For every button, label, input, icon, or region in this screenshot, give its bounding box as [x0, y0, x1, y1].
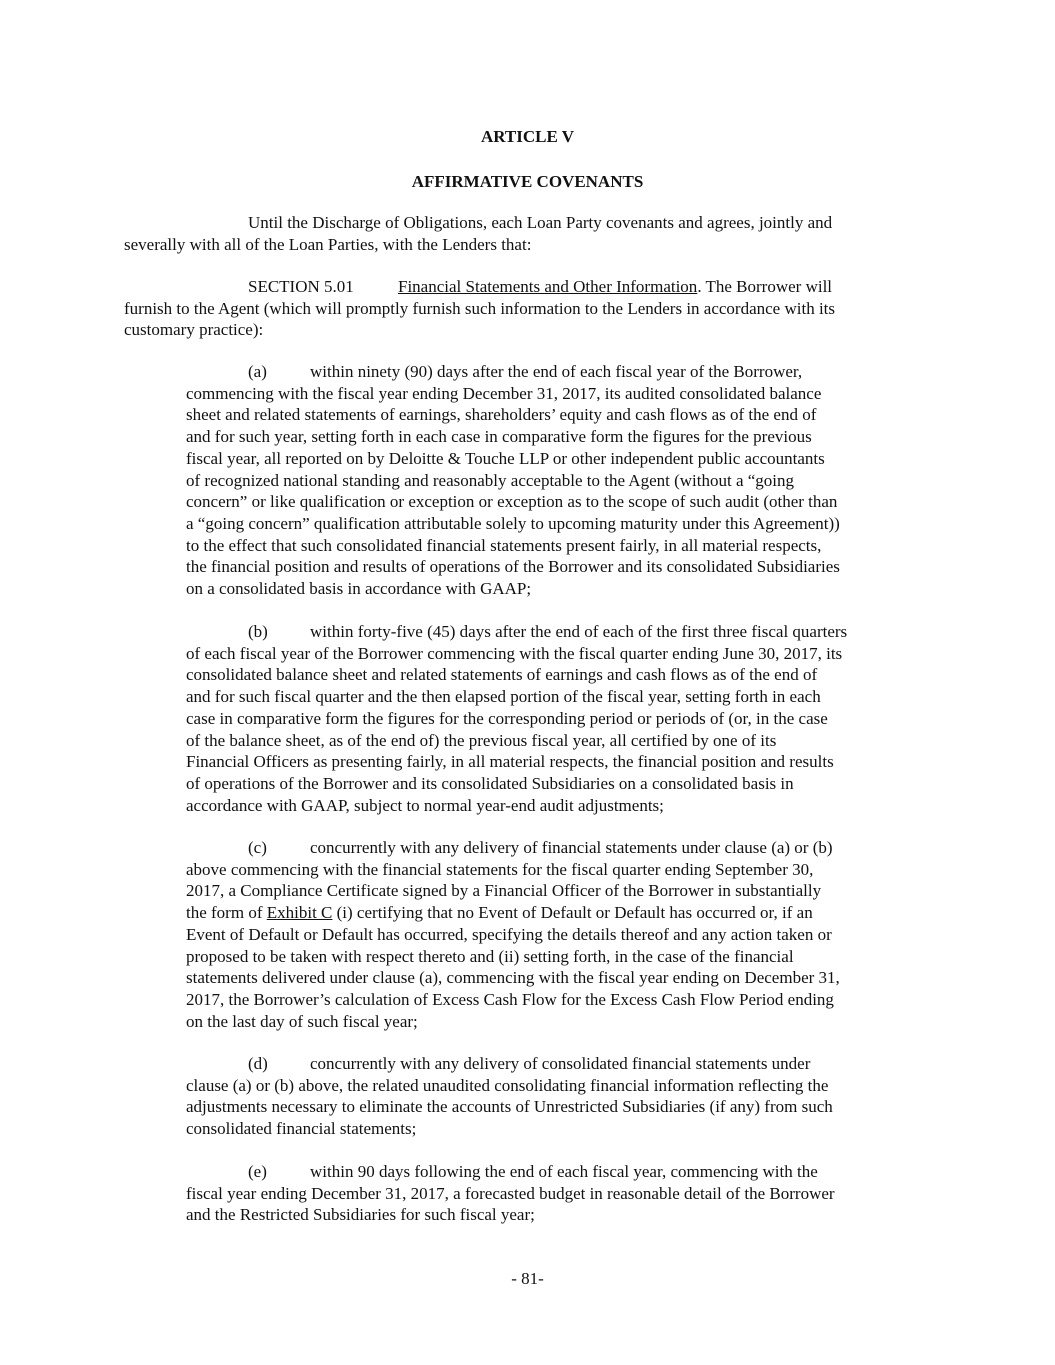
section-line: customary practice): [124, 320, 264, 340]
clause-line: commencing with the fiscal year ending December 31, 2017, its audited consolidated balance [186, 383, 822, 403]
clause-line: and the Restricted Subsidiaries for such fiscal year; [186, 1205, 535, 1225]
clause-line: to the effect that such consolidated financial statements present fairly, in all material respects, [186, 535, 822, 555]
clause-line: Financial Officers as presenting fairly, in all material respects, the financial position and results [186, 752, 834, 772]
clause-line: statements delivered under clause (a), commencing with the fiscal year ending on December 31, [186, 968, 840, 988]
clause-c [186, 837, 840, 1032]
clause-label: (a) [248, 362, 267, 381]
clause-line: of recognized national standing and reasonably acceptable to the Agent (without a “going [186, 470, 795, 490]
clause-line: of the balance sheet, as of the end of) the previous fiscal year, all certified by one of its [186, 730, 777, 750]
clause-line: a “going concern” qualification attributable solely to upcoming maturity under this Agreement)) [186, 513, 840, 533]
clause-line: Event of Default or Default has occurred, specifying the details thereof and any action taken or [186, 924, 832, 944]
clause-line: clause (a) or (b) above, the related unaudited consolidating financial information reflecting the [186, 1075, 829, 1095]
intro-line: severally with all of the Loan Parties, with the Lenders that: [124, 234, 532, 254]
clause-b [186, 621, 847, 816]
clause-line: 2017, the Borrower’s calculation of Excess Cash Flow for the Excess Cash Flow Period ending [186, 989, 834, 1009]
page-number: - 81- [511, 1269, 544, 1288]
clause-line: on a consolidated basis in accordance with GAAP; [186, 579, 532, 599]
article-title: AFFIRMATIVE COVENANTS [411, 172, 644, 191]
clause-label: (c) [248, 838, 267, 857]
clause-line: consolidated balance sheet and related statements of earnings and cash flows as of the end of [186, 665, 818, 685]
section-heading: Financial Statements and Other Information [398, 277, 698, 296]
clause-line: case in comparative form the figures for the corresponding period or periods of (or, in the case [186, 708, 828, 728]
clause-line: sheet and related statements of earnings, shareholders’ equity and cash flows as of the end of [186, 405, 817, 425]
clause-line: proposed to be taken with respect thereto and (ii) setting forth, in the case of the financial [186, 946, 794, 966]
clause-first-line: within ninety (90) days after the end of each fiscal year of the Borrower, [310, 362, 803, 381]
clause-line: adjustments necessary to eliminate the accounts of Unrestricted Subsidiaries (if any) from such [186, 1097, 833, 1117]
section-line: furnish to the Agent (which will promptly furnish such information to the Lenders in accordance with its [124, 298, 836, 318]
clause-label: (d) [248, 1054, 268, 1073]
clause-line: and for such year, setting forth in each case in comparative form the figures for the previous [186, 427, 812, 447]
exhibit-c-link[interactable]: Exhibit C [266, 903, 333, 923]
clause-a [186, 361, 840, 600]
clause-line: of each fiscal year of the Borrower commencing with the fiscal quarter ending June 30, 2017, its [186, 643, 843, 663]
section-lead: . The Borrower will [697, 277, 833, 296]
clause-line: fiscal year ending December 31, 2017, a forecasted budget in reasonable detail of the Borrower [186, 1183, 835, 1203]
clause-line: concern” or like qualification or exception or exception as to the scope of such audit (other than [186, 492, 838, 512]
clause-line: accordance with GAAP, subject to normal year-end audit adjustments; [186, 795, 664, 815]
clause-line: 2017, a Compliance Certificate signed by a Financial Officer of the Borrower in substantially [186, 881, 822, 901]
clause-first-line: within 90 days following the end of each fiscal year, commencing with the [310, 1162, 818, 1181]
clause-line: fiscal year, all reported on by Deloitte & Touche LLP or other independent public accountants [186, 448, 825, 468]
clause-line: the financial position and results of operations of the Borrower and its consolidated Subsidiaries [186, 557, 840, 577]
clause-text: the form of [186, 903, 267, 923]
section-number: SECTION 5.01 [248, 277, 354, 296]
clause-first-line: concurrently with any delivery of consolidated financial statements under [310, 1054, 811, 1073]
clause-line: of operations of the Borrower and its consolidated Subsidiaries on a consolidated basis in [186, 773, 794, 793]
intro-paragraph [124, 212, 832, 255]
clause-line: and for such fiscal quarter and the then elapsed portion of the fiscal year, setting forth in each [186, 687, 821, 707]
clause-line: consolidated financial statements; [186, 1119, 417, 1139]
clause-line: above commencing with the financial statements for the fiscal quarter ending September 30, [186, 859, 814, 879]
clause-label: (b) [248, 622, 268, 641]
clause-text: (i) certifying that no Event of Default or Default has occurred or, if an [332, 903, 813, 923]
section-5-01 [124, 276, 835, 341]
clause-line: on the last day of such fiscal year; [186, 1011, 418, 1031]
clause-first-line: within forty-five (45) days after the end of each of the first three fiscal quarters [310, 622, 848, 641]
clause-d [186, 1053, 833, 1140]
clause-first-line: concurrently with any delivery of financial statements under clause (a) or (b) [310, 838, 833, 857]
clause-e [186, 1161, 835, 1226]
article-number: ARTICLE V [480, 127, 575, 146]
clause-label: (e) [248, 1162, 267, 1181]
intro-line: Until the Discharge of Obligations, each Loan Party covenants and agrees, jointly and [248, 213, 833, 232]
